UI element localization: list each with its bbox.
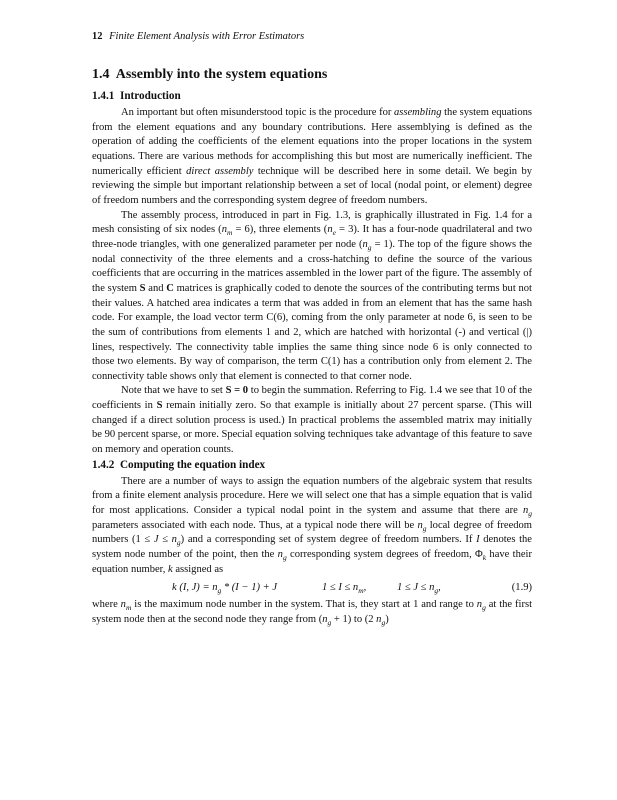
subsection-number: 1.4.1 [92,90,115,102]
paragraph-5: where $n_m$ is the maximum node number in the system. That is, they start at 1 and range to $n_g$ at the first system node then at the second node they range from $(n_g + 1)$ to (2 $n_g$) [92,599,532,628]
subsection-title: Computing the equation index [119,458,266,471]
section-number: 1.4 [92,67,110,82]
paragraph-2: The assembly process, introduced in part in Fig. 1.3, is graphically illustrated in Fig. 1.4 for a mesh consisting of six nodes $(n_m = 6)$, three elements $(n_e = 3)$. It has a four-node quadrilateral and two three-node triangles, with one generalized parameter per node $(n_g = 1)$. The top of the figure shows the nodal connectivity of the three elements and a cross-hatching to define the source of the various coefficients that are occurring in the matrices assembled in the lower part of the figure. The assembly of the system S and C matrices is graphically coded to denote the sources of the contributing terms but not their values. A hatched area indicates a term that was added in from an element that has the same hash code. For example, the load vector term C(6), coming from the only parameter at node 6, is seen to be the sum of contributions from elements 1 and 2, which are hatched with horizontal (-) and vertical (|) lines, respectively. The connectivity table implies the same thing since node 6 is only connected to those two elements. By way of comparison, the term C(1) has a contribution only from element 2. The connectivity table shows only that element is connected to that corner node. [92,209,533,382]
emphasis-direct-assembly: direct assembly [186,165,254,177]
subsection-title: Introduction [119,90,181,102]
main-content [92,66,532,628]
paragraph-3: Note that we have to set S = 0 to begin the summation. Referring to Fig. 1.4 we see that 10 of the coefficients in S remain initially zero. So that example is initially about 27 percent sparse. (This will changed if a direct solution process is used.) In practical problems the assembled matrix may initially be 90 percent sparse, or more. Special equation solving techniques take advantage of this feature to save on memory and operation counts. [92,385,533,456]
paragraph-1: An important but often misunderstood topic is the procedure for assembling the system equations from the element equations and any boundary contributions. Here assemblying is defined as the operation of adding the coefficients of the element equations into the proper locations in the system equations. There are various methods for accomplishing this but most are numerically inefficient. The numerically efficient direct assembly technique will be described here in some detail. We begin by reviewing the simple but important relationship between a set of local (nodal point, or element) degree of freedom numbers and the corresponding system degree of freedom numbers. [92,107,533,206]
running-title: Finite Element Analysis with Error Estimators [109,31,305,42]
equation-number: (1.9) [511,582,532,594]
running-header [92,31,304,42]
subsection-number: 1.4.2 [92,458,115,471]
equation-condition-I: $1 \le I \le n_m$, [322,582,367,596]
equation-1-9 [92,578,532,597]
emphasis-assembling: assembling [394,107,442,118]
paragraph-4: There are a number of ways to assign the equation numbers of the algebraic system that results from a finite element analysis procedure. Here we will select one that has a simple equation that is valid for most applications. Consider a typical nodal point in the system and assume that there are $n_g$ parameters associated with each node. Thus, at a typical node there will be $n_g$ local degree of freedom numbers $(1 \le J \le n_g)$ and a corresponding set of system degree of freedom numbers. If I denotes the system node number of the point, then the $n_g$ corresponding system degrees of freedom, $\Phi_k$ have their equation number, k assigned as [92,475,532,575]
subsection-heading-introduction [92,89,532,104]
matrix-C: C [166,282,174,294]
page-number: 12 [92,31,103,42]
section-heading [92,66,532,84]
matrix-S: S [139,282,146,294]
subsection-heading-equation-index [92,458,532,473]
equation-body: k (I, $J) = n_g * (I - 1) + J$ [172,582,278,596]
matrix-S-zero: S = 0 [225,385,249,397]
equation-condition-J: $1 \le J \le n_g$, [397,582,441,596]
section-title: Assembly into the system equations [115,67,328,82]
